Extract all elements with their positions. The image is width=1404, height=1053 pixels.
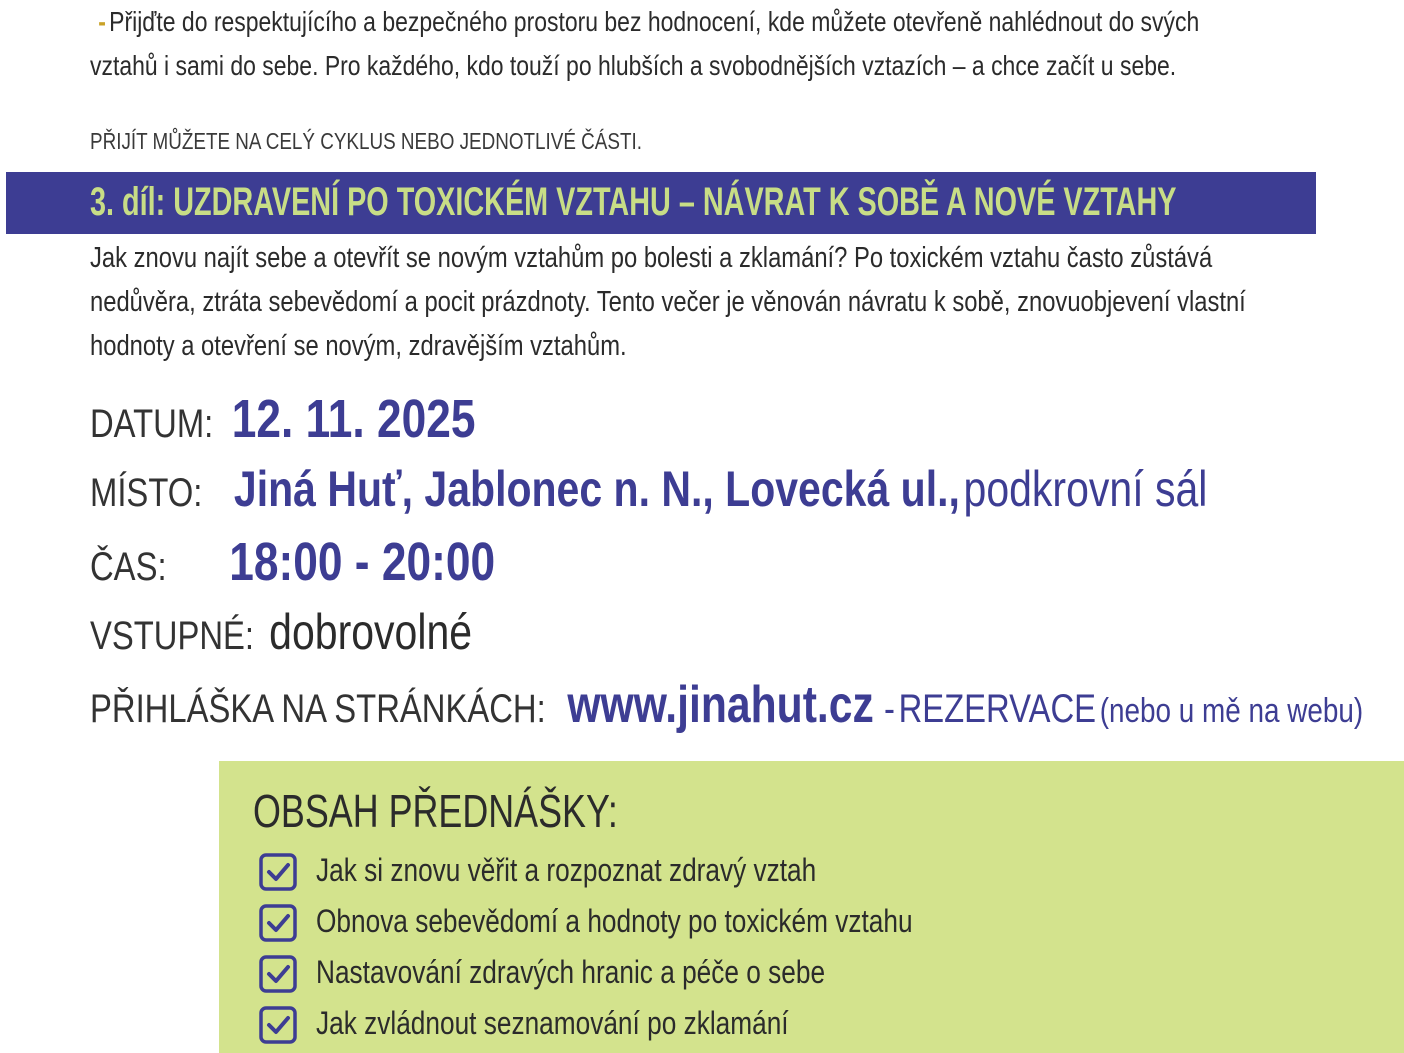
time-row [90, 531, 495, 593]
intro-dash: - [98, 6, 106, 37]
desc-line-3: hodnoty a otevření se novým, zdravějším vztahům. [90, 330, 627, 362]
intro-line-1-text: Přijďte do respektujícího a bezpečného prostoru bez hodnocení, kde můžete otevřeně nahlédnout do svých [109, 6, 1200, 37]
cycle-note: PŘIJÍT MŮŽETE NA CELÝ CYKLUS NEBO JEDNOTLIVÉ ČÁSTI. [90, 128, 642, 154]
time-label: ČAS: [90, 545, 167, 589]
content-title: OBSAH PŘEDNÁŠKY: [253, 785, 618, 837]
fee-row [90, 603, 472, 661]
intro-line-1 [90, 0, 1199, 44]
date-value: 12. 11. 2025 [231, 389, 476, 449]
date-label: DATUM: [90, 402, 214, 446]
signup-label: PŘIHLÁŠKA NA STRÁNKÁCH: [90, 687, 546, 731]
intro-line-2: vztahů i sami do sebe. Pro každého, kdo touží po hlubších a svobodnějších vztazích – a chce začít u sebe. [90, 50, 1177, 81]
content-item-text: Nastavování zdravých hranic a péče o sebe [316, 954, 826, 990]
fee-value: dobrovolné [269, 604, 473, 660]
signup-url-link[interactable]: www.jinahut.cz [567, 676, 874, 734]
place-extra: podkrovní sál [963, 461, 1208, 517]
content-item-text: Jak zvládnout seznamování po zklamání [316, 1005, 789, 1041]
section-title: 3. díl: UZDRAVENÍ PO TOXICKÉM VZTAHU – NÁVRAT K SOBĚ A NOVÉ VZTAHY [90, 180, 1177, 224]
intro-text [90, 0, 1404, 88]
desc-line-1: Jak znovu najít sebe a otevřít se novým vztahům po bolesti a zklamání? Po toxickém vztahu často zůstává [90, 242, 1213, 274]
checkbox-checked-icon [258, 954, 298, 994]
content-item-text: Obnova sebevědomí a hodnoty po toxickém vztahu [316, 903, 913, 939]
section-description [90, 236, 1404, 368]
desc-line-2: nedůvěra, ztráta sebevědomí a pocit prázdnoty. Tento večer je věnován návratu k sobě, znovuobjevení vlastní [90, 286, 1246, 318]
place-label: MÍSTO: [90, 471, 203, 515]
date-row [90, 388, 475, 450]
time-value: 18:00 - 20:00 [229, 532, 496, 592]
place-value: Jiná Huť, Jablonec n. N., Lovecká ul., [233, 461, 960, 517]
signup-row [90, 675, 1363, 735]
checkbox-checked-icon [258, 903, 298, 943]
content-item-text: Jak si znovu věřit a rozpoznat zdravý vztah [316, 852, 817, 888]
checkbox-checked-icon [258, 852, 298, 892]
signup-note: (nebo u mě na webu) [1099, 692, 1364, 730]
checkbox-checked-icon [258, 1005, 298, 1045]
fee-label: VSTUPNÉ: [90, 614, 255, 658]
place-row [90, 460, 1207, 518]
signup-reservation: REZERVACE [898, 687, 1097, 731]
signup-separator: - [884, 687, 895, 731]
